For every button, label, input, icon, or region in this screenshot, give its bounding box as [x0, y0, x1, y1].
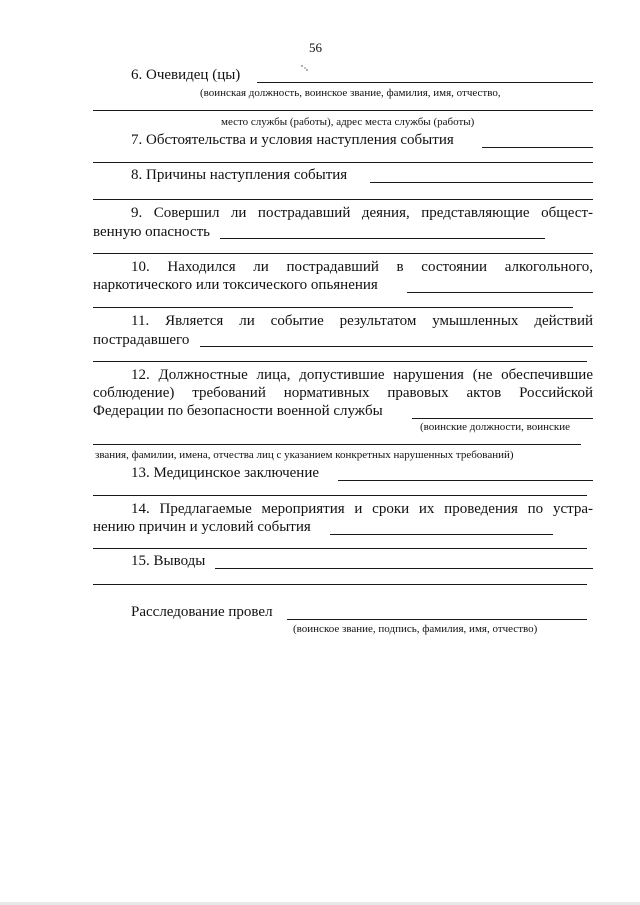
item-7-label: 7. Обстоятельства и условия наступления события	[131, 132, 454, 148]
item-10-fill-line-2[interactable]	[93, 307, 573, 308]
item-12-line-3: Федерации по безопасности военной службы	[93, 403, 383, 419]
item-15-fill-line[interactable]	[215, 568, 593, 569]
item-6-fill-line[interactable]	[257, 82, 593, 83]
investigator-hint: (воинское звание, подпись, фамилия, имя, отчество)	[293, 623, 538, 635]
item-12-hint-2: звания, фамилии, имена, отчества лиц с указанием конкретных нарушенных требований)	[95, 449, 514, 461]
investigator-fill-line[interactable]	[287, 619, 587, 620]
item-8-fill-line-2[interactable]	[93, 199, 593, 200]
item-13-fill-line[interactable]	[338, 480, 593, 481]
scan-speck-marks	[300, 64, 310, 74]
item-14-line-1: 14. Предлагаемые мероприятия и сроки их проведения по устра-	[131, 501, 593, 517]
item-11-line-2: пострадавшего	[93, 332, 190, 348]
item-8-label: 8. Причины наступления события	[131, 167, 348, 183]
item-11-fill-line-2[interactable]	[93, 361, 587, 362]
item-15-label: 15. Выводы	[131, 553, 206, 569]
item-12-fill-line[interactable]	[412, 418, 593, 419]
page-number: 56	[309, 40, 322, 55]
item-14-fill-line[interactable]	[330, 534, 553, 535]
item-9-line-1: 9. Совершил ли пострадавший деяния, представляющие общест-	[131, 205, 593, 221]
item-11-line-1: 11. Является ли событие результатом умышленных действий	[131, 313, 593, 329]
item-15-fill-line-2[interactable]	[93, 584, 587, 585]
item-10-fill-line[interactable]	[407, 292, 593, 293]
item-10-line-2: наркотического или токсического опьянения	[93, 277, 378, 293]
item-6-fill-line-2[interactable]	[93, 110, 593, 111]
item-13-label: 13. Медицинское заключение	[131, 465, 320, 481]
item-13-fill-line-2[interactable]	[93, 495, 587, 496]
item-12-line-2: соблюдение) требований нормативных правовых актов Российской	[93, 385, 593, 401]
item-12-line-1: 12. Должностные лица, допустившие нарушения (не обеспечившие	[131, 367, 593, 383]
item-12-hint-1: (воинские должности, воинские	[420, 421, 570, 433]
item-12-fill-line-2[interactable]	[93, 444, 581, 445]
item-7-fill-line[interactable]	[482, 147, 593, 148]
item-7-fill-line-2[interactable]	[93, 162, 593, 163]
item-9-fill-line[interactable]	[220, 238, 545, 239]
item-6-label: 6. Очевидец (цы)	[131, 67, 241, 83]
item-14-fill-line-2[interactable]	[93, 548, 587, 549]
item-11-fill-line[interactable]	[200, 346, 593, 347]
item-6-hint-2: место службы (работы), адрес места службы (работы)	[221, 116, 475, 128]
item-9-fill-line-2[interactable]	[93, 253, 593, 254]
item-9-line-2: венную опасность	[93, 224, 210, 240]
investigator-label: Расследование провел	[131, 604, 273, 620]
item-8-fill-line[interactable]	[370, 182, 593, 183]
item-6-hint-1: (воинская должность, воинское звание, фамилия, имя, отчество,	[200, 87, 501, 99]
item-14-line-2: нению причин и условий события	[93, 519, 311, 535]
item-10-line-1: 10. Находился ли пострадавший в состоянии алкогольного,	[131, 259, 593, 275]
